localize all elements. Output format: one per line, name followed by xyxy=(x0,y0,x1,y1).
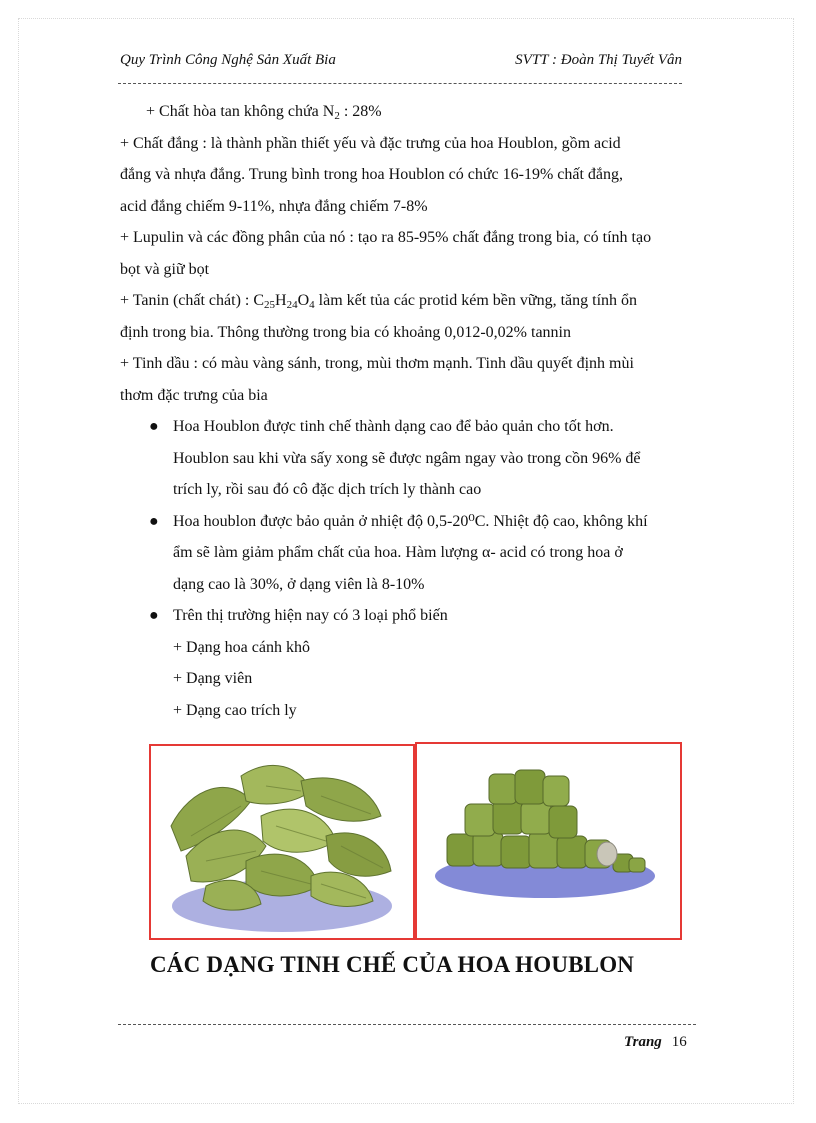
bullet-icon: ● xyxy=(149,607,159,624)
body-text xyxy=(120,96,695,726)
sub-item: + Dạng cao trích ly xyxy=(173,701,297,719)
header-author: SVTT : Đoàn Thị Tuyết Vân xyxy=(515,52,682,68)
page-header xyxy=(120,52,682,74)
paragraph-line: đắng và nhựa đắng. Trung bình trong hoa Houblon có chức 16-19% chất đắng, xyxy=(120,166,624,183)
figure-caption: CÁC DẠNG TINH CHẾ CỦA HOA HOUBLON xyxy=(150,952,635,977)
bullet-icon: ● xyxy=(149,418,159,435)
footer-rule xyxy=(118,1024,696,1025)
bullet-continuation: trích ly, rồi sau đó cô đặc dịch trích ly thành cao xyxy=(173,481,482,498)
sub-item: + Dạng viên xyxy=(173,670,253,687)
page-number xyxy=(624,1034,687,1051)
bullet-item: ● Hoa houblon được bảo quản ở nhiệt độ 0,5-20⁰C. Nhiệt độ cao, không khí xyxy=(120,506,695,538)
hop-pellets-image xyxy=(417,744,680,938)
paragraph-line: + Chất đắng : là thành phần thiết yếu và đặc trưng của hoa Houblon, gồm acid xyxy=(120,134,621,152)
paragraph-line: bọt và giữ bọt xyxy=(120,260,210,278)
bullet-continuation: ẩm sẽ làm giảm phẩm chất của hoa. Hàm lượng α- acid có trong hoa ở xyxy=(173,544,623,561)
dried-hops-photo xyxy=(149,744,415,940)
paragraph-line: + Tinh dầu : có màu vàng sánh, trong, mùi thơm mạnh. Tinh dầu quyết định mùi xyxy=(120,355,634,372)
page-number-value: 16 xyxy=(671,1034,687,1050)
dried-hops-image xyxy=(151,746,413,938)
header-title: Quy Trình Công Nghệ Sản Xuất Bia xyxy=(120,52,336,68)
paragraph-line: thơm đặc trưng của bia xyxy=(120,386,268,404)
bullet-continuation: Houblon sau khi vừa sấy xong sẽ được ngâm ngay vào trong cồn 96% để xyxy=(173,449,641,467)
header-rule xyxy=(118,83,682,84)
page-label: Trang xyxy=(624,1034,662,1050)
paragraph-line: + Lupulin và các đồng phân của nó : tạo ra 85-95% chất đắng trong bia, có tính tạo xyxy=(120,229,652,246)
hop-pellets-photo xyxy=(415,742,682,940)
sub-item: + Dạng hoa cánh khô xyxy=(173,638,310,656)
paragraph-line: + Chất hòa tan không chứa $N_2$ : 28% xyxy=(146,103,382,122)
bullet-continuation: dạng cao là 30%, ở dạng viên là 8-10% xyxy=(173,575,425,593)
paragraph-line: + Tanin (chất chát) : $C_{25}H_{24}O_4$ làm kết tủa các protid kém bền vững, tăng tính ổn xyxy=(120,292,638,311)
bullet-item: ● Trên thị trường hiện nay có 3 loại phổ biến xyxy=(120,600,695,632)
bullet-icon: ● xyxy=(149,512,159,530)
bullet-item: ● Hoa Houblon được tinh chế thành dạng cao để bảo quản cho tốt hơn. xyxy=(120,411,695,443)
paragraph-line: định trong bia. Thông thường trong bia có khoảng 0,012-0,02% tannin xyxy=(120,323,571,341)
paragraph-line: acid đắng chiếm 9-11%, nhựa đắng chiếm 7-8% xyxy=(120,197,428,215)
